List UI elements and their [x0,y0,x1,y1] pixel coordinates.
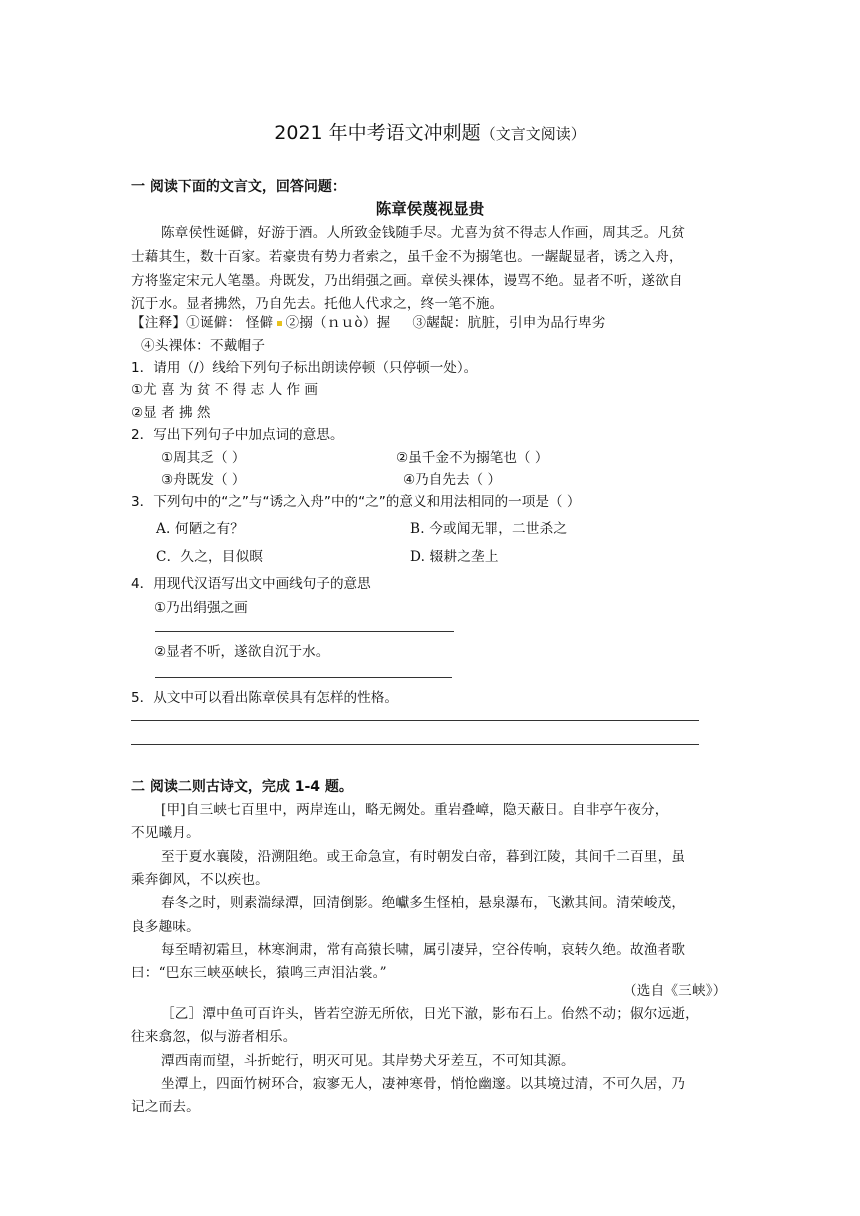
answer-line-4-1 [155,631,454,632]
jia-line-2: 不见曦月。 [131,825,200,841]
passage-line-2: 士藉其生，数十百家。若豪贵有势力者索之，虽千金不为搦笔也。一龌龊显者，诱之入舟， [131,249,683,265]
question-4-item-2: ②显者不听，遂欲自沉于水。 [154,644,330,660]
question-2-item-1: ①周其乏（ ） [161,450,246,466]
yi-line-3: 潭西南而望，斗折蛇行，明灭可见。其岸势犬牙差互，不可知其源。 [161,1053,575,1069]
note-4: ④头裸体：不戴帽子 [141,338,266,354]
question-4: 4．用现代汉语写出文中画线句子的意思 [131,576,371,592]
document-title [0,118,860,145]
note-1: 【注释】①诞僻： 怪僻 [131,315,274,331]
jia-line-3: 至于夏水襄陵，沿溯阻绝。或王命急宣，有时朝发白帝，暮到江陵，其间千二百里，虽 [161,849,686,865]
question-1-sentence-b: ②显 者 拂 然 [131,405,211,421]
yi-line-2: 往来翕忽，似与游者相乐。 [131,1029,297,1045]
question-1-sentence-a: ①尤 喜 为 贫 不 得 志 人 作 画 [131,382,319,398]
title-main: 2021 年中考语文冲刺题 [274,122,481,144]
title-subtitle: （文言文阅读） [480,125,586,143]
passage-line-3: 方将鉴定宋元人笔墨。舟既发，乃出绢强之画。章侯头裸体，谩骂不绝。显者不听，遂欲自 [131,273,683,289]
jia-line-4: 乘奔御风，不以疾也。 [131,872,269,888]
notes-line [131,311,606,331]
passage-title: 陈章侯蔑视显贵 [375,200,485,218]
question-2-item-4: ④乃自先去（ ） [403,472,502,488]
answer-line-5-1 [131,720,699,721]
yi-line-5: 记之而去。 [131,1099,200,1115]
jia-line-5: 春冬之时，则素湍绿潭，回清倒影。绝巘多生怪柏，悬泉瀑布，飞漱其间。清荣峻茂， [161,895,686,911]
answer-line-5-2 [131,744,699,745]
answer-line-4-2 [155,677,452,678]
question-3-option-a: A. 何陋之有？ [156,521,245,537]
section-2-heading: 二 阅读二则古诗文，完成 1-4 题。 [131,779,353,795]
passage-line-1: 陈章侯性诞僻，好游于酒。人所致金钱随手尽。尤喜为贫不得志人作画，周其乏。凡贫 [161,225,686,241]
question-1: 1．请用（/）线给下列句子标出朗读停顿（只停顿一处）。 [131,360,478,376]
jia-line-1: [甲]自三峡七百里中，两岸连山，略无阙处。重岩叠嶂，隐天蔽日。自非亭午夜分， [161,802,669,818]
question-2-item-3: ③舟既发（ ） [161,472,246,488]
section-1-heading: 一 阅读下面的文言文，回答问题： [131,179,346,195]
yi-line-4: 坐潭上，四面竹树环合，寂寥无人，凄神寒骨，悄怆幽邃。以其境过清，不可久居，乃 [161,1076,686,1092]
jia-line-6: 良多趣味。 [131,919,200,935]
question-2: 2．写出下列句子中加点词的意思。 [131,427,344,443]
jia-line-7: 每至晴初霜旦，林寒涧肃，常有高猿长啸，属引凄异，空谷传响，哀转久绝。故渔者歌 [161,942,686,958]
note-3: ③龌龊：肮脏，引申为品行卑劣 [412,315,606,331]
question-4-item-1: ①乃出绢强之画 [154,600,248,616]
jia-line-8: 曰：“巴东三峡巫峡长，猿鸣三声泪沾裳。” [131,965,387,981]
yi-line-1: ［乙］潭中鱼可百许头，皆若空游无所依，日光下澈，影布石上。佁然不动；俶尔远逝， [161,1006,699,1022]
question-2-item-2: ②虽千金不为搦笔也（ ） [396,450,549,466]
note-2: ②搦（ｎｕò）握 [285,315,391,331]
highlight-marker [277,321,282,326]
question-3-option-b: B. 今或闻无罪，二世杀之 [410,521,568,537]
question-3-option-d: D. 辍耕之垄上 [410,549,499,565]
question-3-option-c: C．久之，目似暝 [156,549,264,565]
question-5: 5．从文中可以看出陈章侯具有怎样的性格。 [131,690,398,706]
jia-source: （选自《三峡》） [623,983,727,999]
question-3: 3．下列句中的“之”与“诱之入舟”中的“之”的意义和用法相同的一项是（ ） [131,494,581,510]
passage-line-4: 沉于水。显者拂然，乃自先去。托他人代求之，终一笔不施。 [131,296,504,312]
